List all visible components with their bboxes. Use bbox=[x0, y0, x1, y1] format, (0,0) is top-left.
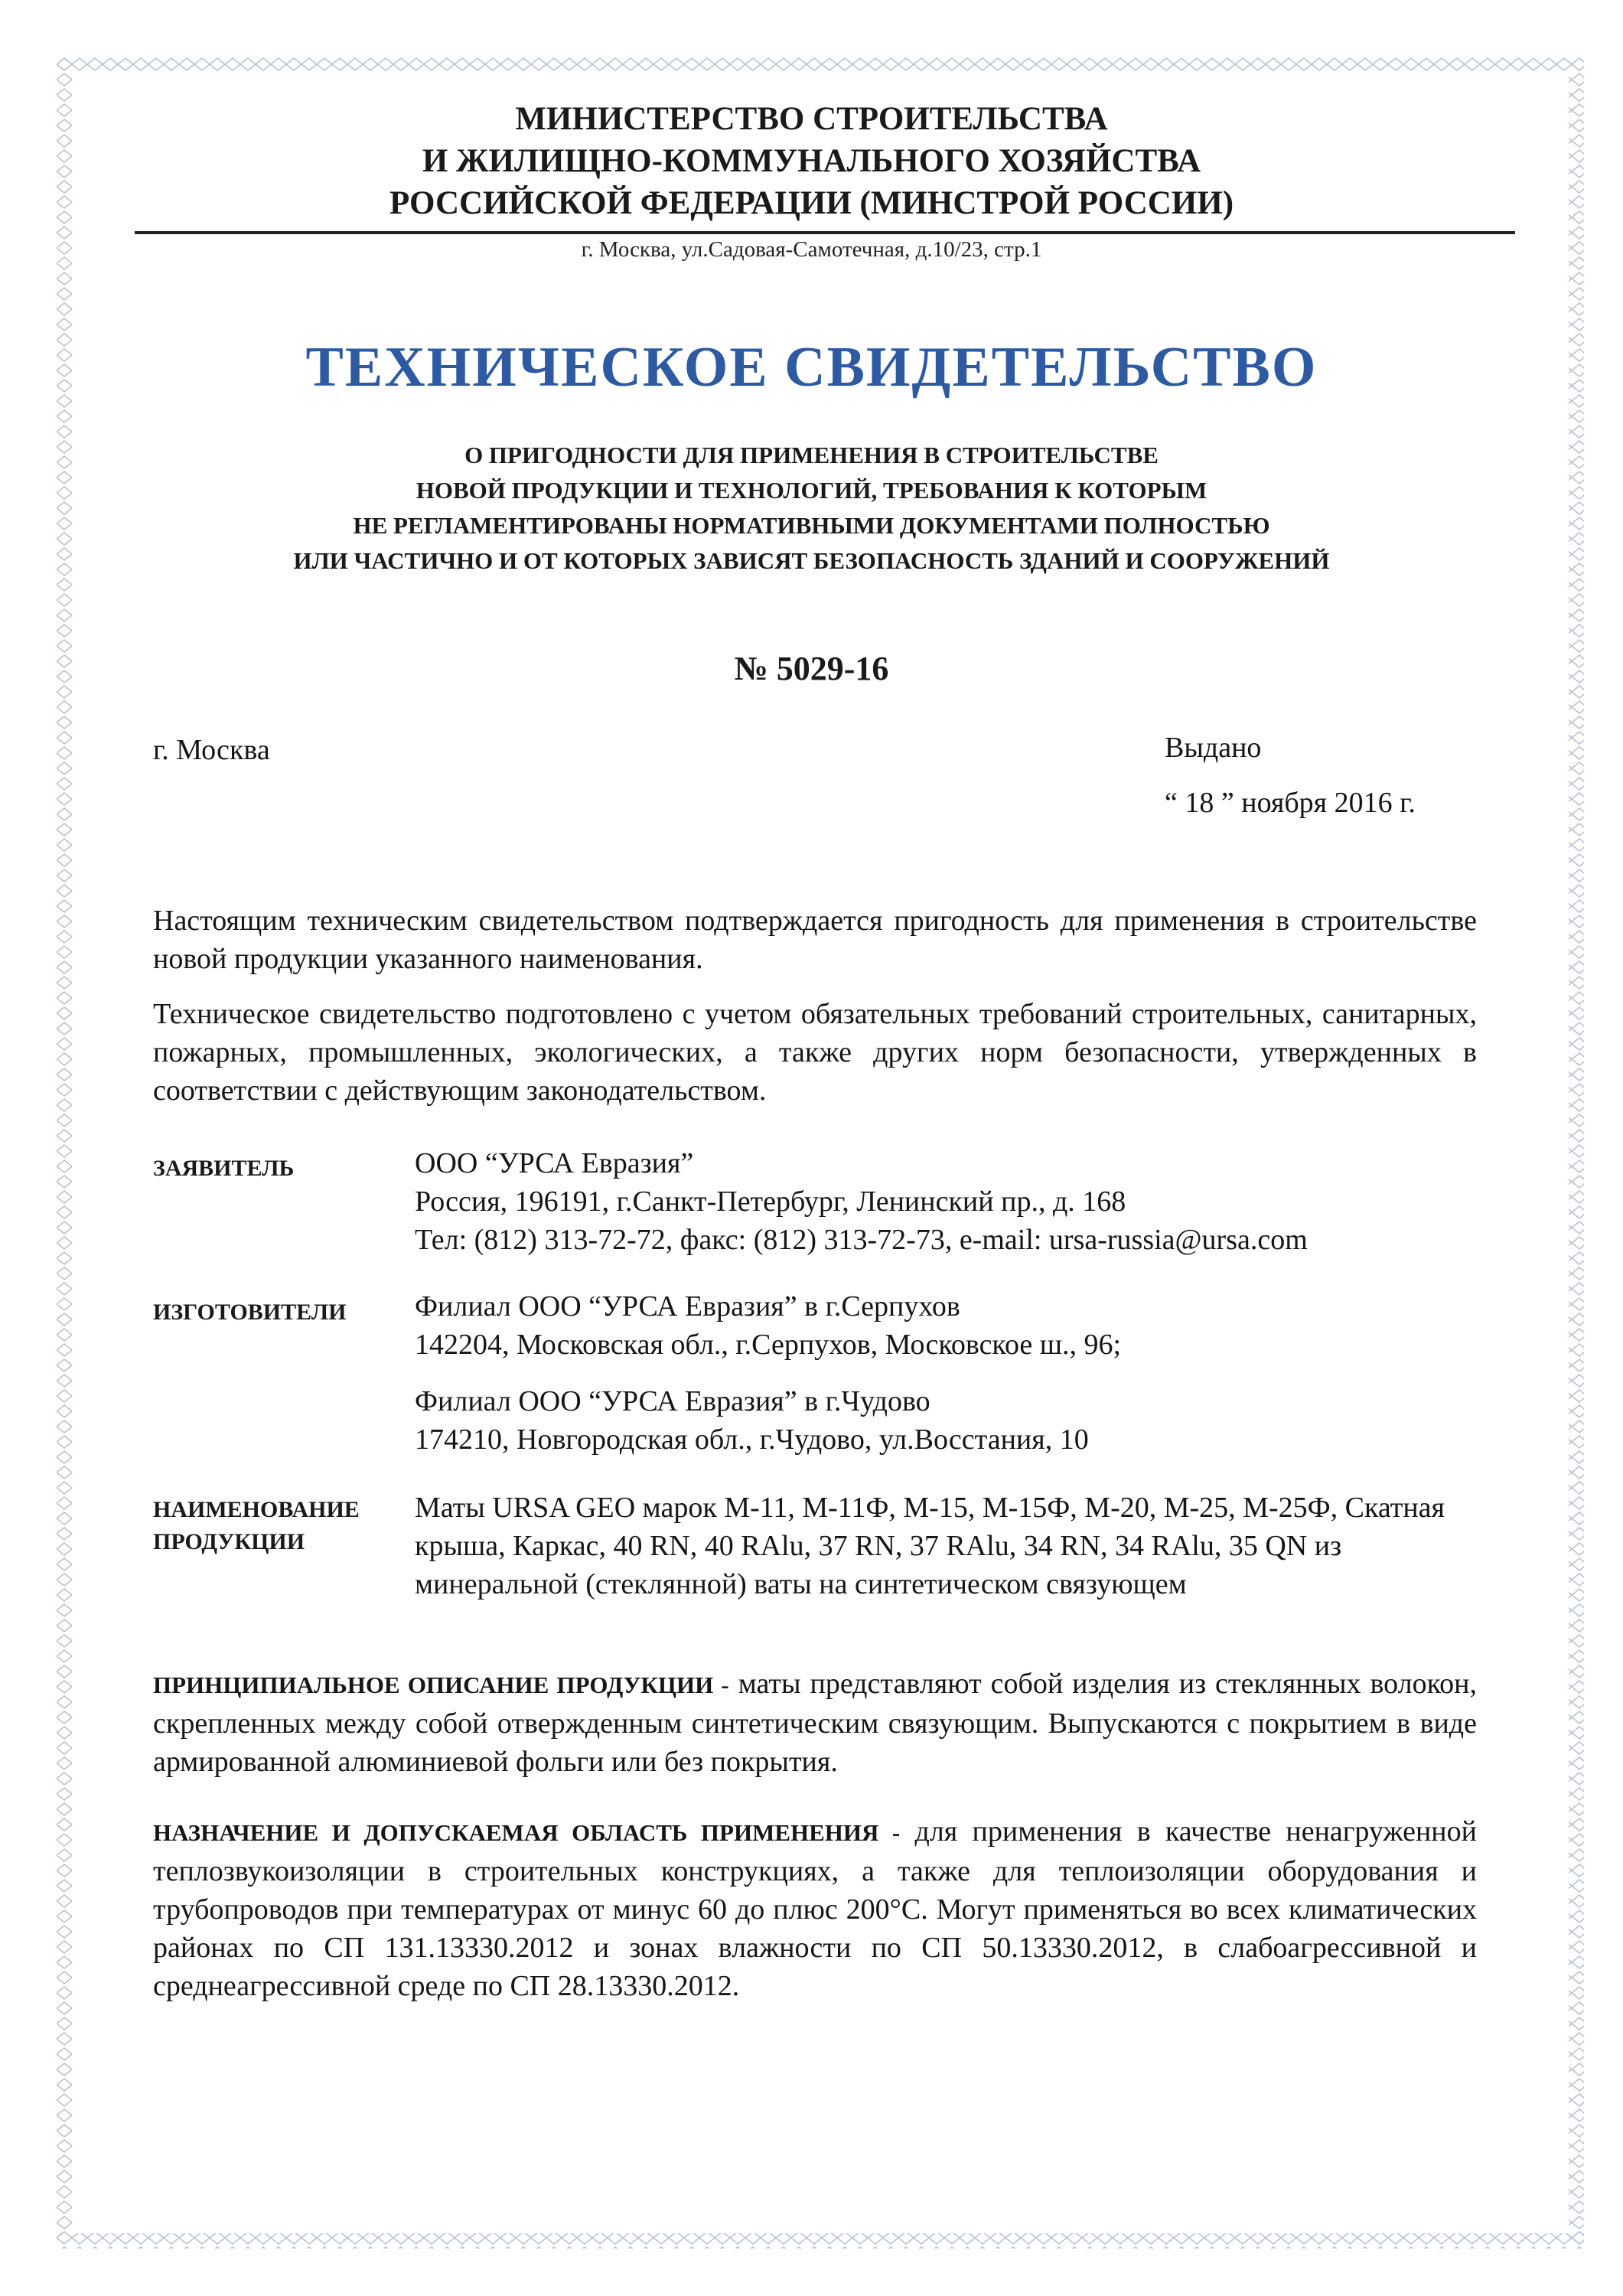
description-lead: ПРИНЦИПИАЛЬНОЕ ОПИСАНИЕ ПРОДУКЦИИ - bbox=[153, 1671, 729, 1698]
document-subtitle bbox=[0, 438, 1623, 579]
manufacturer-1 bbox=[415, 1287, 1486, 1364]
applicant-contacts: Тел: (812) 313-72-72, факс: (812) 313-72-73, e-mail: ursa-russia@ursa.com bbox=[415, 1224, 1308, 1256]
product-label-line: ПРОДУКЦИИ bbox=[153, 1529, 305, 1554]
product-details bbox=[415, 1489, 1477, 1603]
product-name: Маты URSA GEO марок М-11, М-11Ф, М-15, М-15Ф, М-20, М-25, М-25Ф, Скатная крыша, Каркас, 40 RN, 40 RAlu, 37 RN, 37 RAlu, 34 RN, 34 RAlu, 35 QN из минеральной (стеклянной) ваты на синтетическом связующем bbox=[415, 1492, 1445, 1600]
subtitle-line: ИЛИ ЧАСТИЧНО И ОТ КОТОРЫХ ЗАВИСЯТ БЕЗОПАСНОСТЬ ЗДАНИЙ И СООРУЖЕНИЙ bbox=[293, 547, 1330, 574]
header-divider bbox=[135, 231, 1515, 234]
subtitle-line: О ПРИГОДНОСТИ ДЛЯ ПРИМЕНЕНИЯ В СТРОИТЕЛЬСТВЕ bbox=[464, 442, 1159, 468]
purpose-text: для применения в качестве ненагруженной теплозвукоизоляции в строительных конструкциях, а также для теплоизоляции оборудования и трубопроводов при температурах от минус 60 до плюс 200°С. Могут применяться во всех климатических районах по СП 131.13330.2012 и зонах влажности по СП 50.13330.2012, в слабоагрессивной и среднеагрессивной среде по СП 28.13330.2012. bbox=[153, 1815, 1477, 2002]
product-label-line: НАИМЕНОВАНИЕ bbox=[153, 1497, 360, 1522]
purpose-lead: НАЗНАЧЕНИЕ И ДОПУСКАЕМАЯ ОБЛАСТЬ ПРИМЕНЕНИЯ - bbox=[153, 1819, 901, 1846]
product-label bbox=[153, 1494, 360, 1558]
manufacturer-name: Филиал ООО “УРСА Евразия” в г.Серпухов bbox=[415, 1290, 960, 1322]
issued-date: “ 18 ” ноября 2016 г. bbox=[1165, 787, 1416, 819]
manufacturers-label: ИЗГОТОВИТЕЛИ bbox=[153, 1300, 347, 1325]
description-text: маты представляют собой изделия из стеклянных волокон, скрепленных между собой отвержденным синтетическим связующим. Выпускаются с покрытием в виде армированной алюминиевой фольги или без покрытия. bbox=[153, 1668, 1477, 1778]
subtitle-line: НЕ РЕГЛАМЕНТИРОВАНЫ НОРМАТИВНЫМИ ДОКУМЕНТАМИ ПОЛНОСТЬЮ bbox=[353, 512, 1270, 539]
product-description bbox=[153, 1665, 1477, 1781]
applicant-details bbox=[415, 1144, 1486, 1259]
certificate-number: № 5029-16 bbox=[734, 650, 889, 687]
ministry-address: г. Москва, ул.Садовая-Самотечная, д.10/23, стр.1 bbox=[581, 237, 1042, 262]
subtitle-line: НОВОЙ ПРОДУКЦИИ И ТЕХНОЛОГИЙ, ТРЕБОВАНИЯ К КОТОРЫМ bbox=[416, 477, 1207, 504]
applicant-address: Россия, 196191, г.Санкт-Петербург, Ленинский пр., д. 168 bbox=[415, 1186, 1126, 1218]
manufacturer-address: 142204, Московская обл., г.Серпухов, Московское ш., 96; bbox=[415, 1329, 1122, 1361]
purpose-and-scope bbox=[153, 1812, 1477, 2005]
manufacturer-2 bbox=[415, 1382, 1486, 1459]
issued-label: Выдано bbox=[1165, 732, 1262, 764]
document-title: ТЕХНИЧЕСКОЕ СВИДЕТЕЛЬСТВО bbox=[305, 336, 1318, 399]
intro-paragraph-1: Настоящим техническим свидетельством подтверждается пригодность для применения в строительстве новой продукции указанного наименования. bbox=[153, 905, 1477, 975]
issue-city: г. Москва bbox=[153, 734, 270, 766]
ministry-line: И ЖИЛИЩНО-КОММУНАЛЬНОГО ХОЗЯЙСТВА bbox=[422, 143, 1201, 179]
applicant-name: ООО “УРСА Евразия” bbox=[415, 1147, 694, 1179]
ministry-line: РОССИЙСКОЙ ФЕДЕРАЦИИ (МИНСТРОЙ РОССИИ) bbox=[389, 185, 1234, 221]
manufacturer-name: Филиал ООО “УРСА Евразия” в г.Чудово bbox=[415, 1385, 930, 1417]
ministry-line: МИНИСТЕРСТВО СТРОИТЕЛЬСТВА bbox=[515, 101, 1108, 137]
ministry-name bbox=[0, 98, 1623, 224]
applicant-label: ЗАЯВИТЕЛЬ bbox=[153, 1156, 295, 1181]
intro-paragraph-2: Техническое свидетельство подготовлено с учетом обязательных требований строительных, санитарных, пожарных, промышленных, экологических, а также других норм безопасности, утвержденных в соответствии с действующим законодательством. bbox=[153, 998, 1477, 1107]
manufacturer-address: 174210, Новгородская обл., г.Чудово, ул.Восстания, 10 bbox=[415, 1424, 1089, 1456]
